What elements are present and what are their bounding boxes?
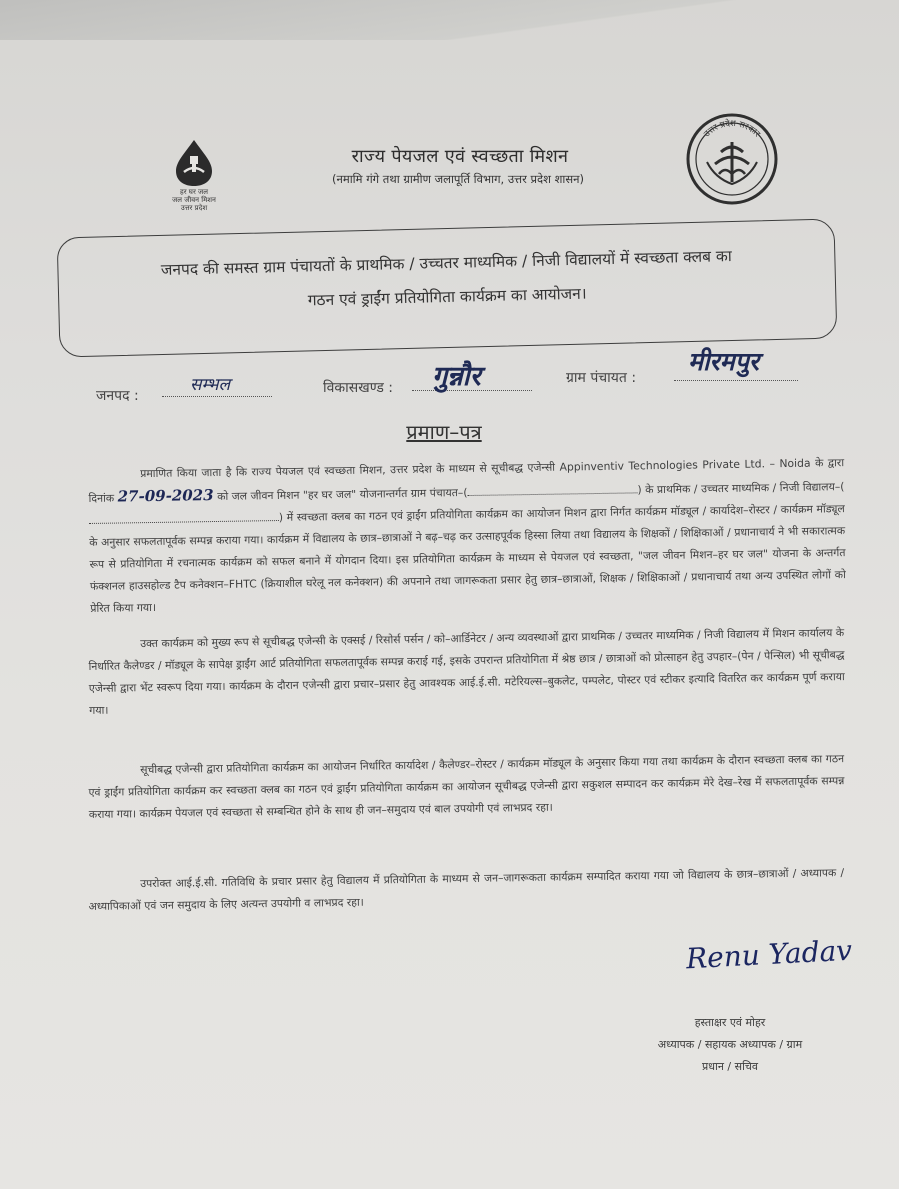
paragraph-1-part-c: ) के प्राथमिक / उच्चतर माध्यमिक / निजी विद्यालय–( — [637, 480, 845, 497]
paragraph-4 — [88, 862, 845, 918]
date-value: 27-09-2023 — [117, 486, 214, 506]
panchayat-blank — [467, 482, 637, 496]
mission-subtitle: (नमामि गंगे तथा ग्रामीण जलापूर्ति विभाग, उत्तर प्रदेश शासन) — [331, 172, 585, 186]
paragraph-2-text: उक्त कार्यक्रम को मुख्य रूप से सूचीबद्ध एजेन्सी के एक्सई / रिसोर्स पर्सन / को–आर्डिनेटर / अन्य व्यवस्थाओं द्वारा प्राथमिक / उच्चतर माध्यमिक / निजी विद्यालय में मिशन कार्यालय के निर्धारित कैलेण्डर / मॉड्यूल के सापेक्ष ड्राईंग आर्ट प्रतियोगिता सफलतापूर्वक सम्पन्न कराई गई, इसके उपरान्त प्रतियोगिता में श्रेष्ठ छात्र / छात्राओं को प्रोत्साहन हेतु उपहार–(पेन / पेन्सिल) भी सूचीबद्ध एजेन्सी द्वारा भेंट स्वरूप दिया गया। कार्यक्रम के दौरान एजेन्सी द्वारा प्रचार–प्रसार हेतु आवश्यक आई.ई.सी. मटेरियल्स–बुकलेट, पम्पलेट, पोस्टर एवं स्टीकर इत्यादि वितरित कर कार्यक्रम पूर्ण कराया गया। — [88, 626, 845, 717]
school-blank — [89, 510, 279, 524]
handwritten-signature: Renu Yadav — [685, 933, 853, 976]
paper-fold-shadow — [0, 0, 899, 40]
paragraph-2 — [88, 622, 845, 722]
certificate-title: प्रमाण–पत्र — [406, 420, 482, 444]
logo-left-caption: हर घर जल जल जीवन मिशन उत्तर प्रदेश — [172, 188, 216, 212]
paragraph-1-part-a: प्रमाणित किया जाता है कि राज्य पेयजल एवं स्वच्छता मिशन, उत्तर प्रदेश के माध्यम से सूचीबद्ध एजेन्सी Appinventiv Technologies Private Ltd. – Noida के द्वारा दिनांक — [88, 456, 845, 505]
district-value: सम्भल — [190, 375, 231, 395]
paragraph-3 — [88, 748, 845, 826]
paragraph-1 — [88, 452, 846, 620]
har-ghar-jal-logo — [162, 138, 226, 228]
paragraph-1-part-b: को जल जीवन मिशन "हर घर जल" योजनान्तर्गत ग्राम पंचायत–( — [217, 486, 468, 503]
paragraph-4-text: उपरोक्त आई.ई.सी. गतिविधि के प्रचार प्रसार हेतु विद्यालय में प्रतियोगिता के माध्यम से जन–जागरूकता कार्यक्रम सम्पादित कराया गया जो विद्यालय के छात्र–छात्राओं / अध्यापक / अध्यापिकाओं एवं जन समुदाय के लिए अत्यन्त उपयोगी व लाभप्रद रहा। — [88, 866, 845, 913]
paragraph-3-text: सूचीबद्ध एजेन्सी द्वारा प्रतियोगिता कार्यक्रम का आयोजन निर्धारित कार्यादेश / कैलेण्डर–रोस्टर / कार्यक्रम मॉड्यूल के अनुसार किया गया तथा कार्यक्रम के दौरान स्वच्छता क्लब का गठन एवं ड्राईंग प्रतियोगिता कार्यक्रम कर स्वच्छता क्लब का गठन एवं ड्राईंग प्रतियोगिता कार्यक्रम का आयोजन सूचीबद्ध एजेन्सी द्वारा सकुशल सम्पादन कर कार्यक्रम मेरे देख–रेख में सफलतापूर्वक सम्पन्न कराया गया। कार्यक्रम पेयजल एवं स्वच्छता से सम्बन्धित होने के साथ ही जन–समुदाय एवं बाल उपयोगी एवं लाभप्रद रहा। — [88, 752, 845, 821]
up-government-emblem — [685, 112, 779, 206]
panchayat-dotted-line — [674, 380, 798, 381]
block-value: गुन्नौर — [432, 361, 481, 392]
panchayat-label: ग्राम पंचायत : — [566, 370, 637, 386]
signature-role-line-2: प्रधान / सचिव — [701, 1060, 759, 1073]
panchayat-value: मीरमपुर — [688, 347, 760, 376]
paragraph-1-part-d: ) में स्वच्छता क्लब का गठन एवं ड्राईंग प्रतियोगिता कार्यक्रम का आयोजन मिशन द्वारा निर्गत कार्यक्रम मॉड्यूल / कार्यादेश–रोस्टर / कार्यक्रम मॉड्यूल के अनुसार सफलतापूर्वक सम्पन्न कराया गया। कार्यक्रम में विद्यालय के छात्र–छात्राओं ने बढ़–चढ़ कर उत्साहपूर्वक हिस्सा लिया तथा विद्यालय के शिक्षकों / शिक्षिकाओं / प्रधानाचार्य ने भी सकारात्मक रूप से प्रतियोगिता में रचनात्मक कार्यक्रम को सफल बनाने में योगदान दिया। इस प्रतियोगिता कार्यक्रम के माध्यम से पेयजल एवं स्वच्छता, "जल जीवन मिशन–हर घर जल" योजना के अन्तर्गत फंक्शनल हाउसहोल्ड टैप कनेक्शन–FHTC (क्रियाशील घरेलू नल कनेक्शन) की अपनाने तथा जागरूकता प्रसार हेतु छात्र–छात्राओं, शिक्षक / शिक्षिकाओं / प्रधानाचार्य तथा अन्य उपस्थित लोगों को प्रेरित किया गया। — [89, 502, 846, 615]
subject-box — [57, 219, 838, 358]
signature-label: हस्ताक्षर एवं मोहर — [694, 1016, 766, 1029]
water-drop-icon — [170, 138, 218, 188]
emblem-arc-text: उत्तर प्रदेश सरकार — [702, 118, 762, 140]
district-dotted-line — [162, 396, 272, 397]
subject-line-2: गठन एवं ड्राईंग प्रतियोगिता कार्यक्रम का आयोजन। — [307, 284, 587, 310]
district-label: जनपद : — [96, 388, 139, 404]
signature-role-line-1: अध्यापक / सहायक अध्यापक / ग्राम — [657, 1038, 803, 1051]
signature-block — [632, 1012, 828, 1078]
mission-title: राज्य पेयजल एवं स्वच्छता मिशन — [351, 146, 569, 167]
subject-line-1: जनपद की समस्त ग्राम पंचायतों के प्राथमिक / उच्चतर माध्यमिक / निजी विद्यालयों में स्वच्छता क्लब का — [160, 247, 733, 279]
block-label: विकासखण्ड : — [323, 380, 394, 396]
